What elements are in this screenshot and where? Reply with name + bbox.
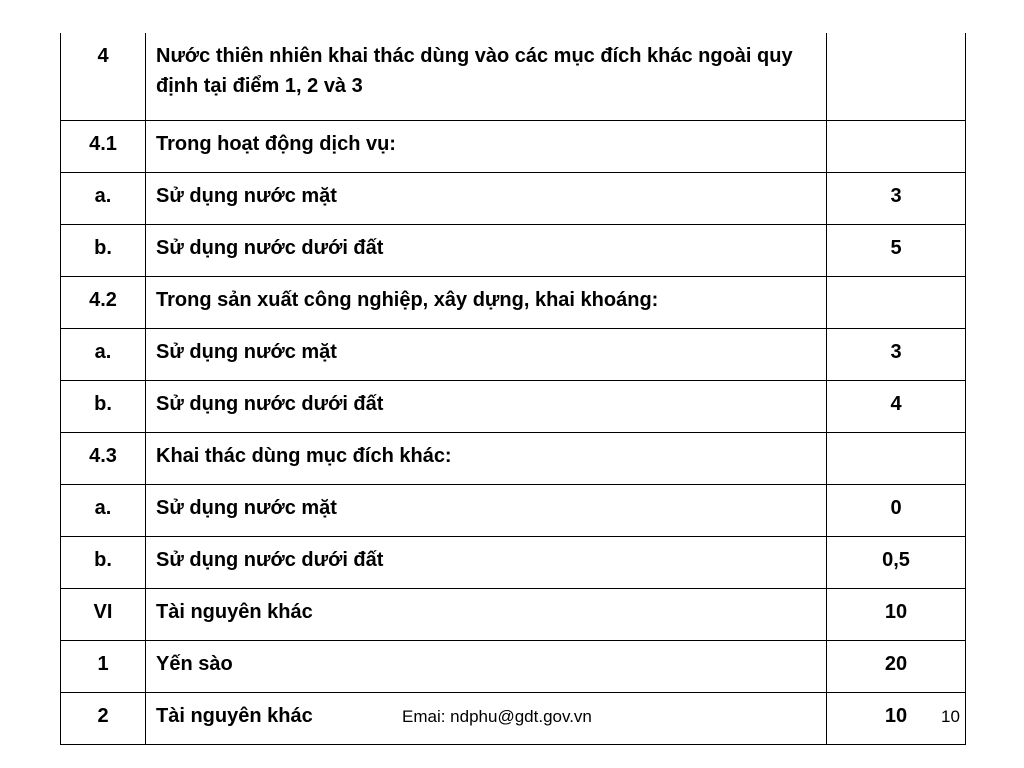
row-value-cell xyxy=(827,432,966,484)
row-value-cell xyxy=(827,33,966,120)
row-number-cell: 1 xyxy=(61,640,146,692)
table-row xyxy=(61,640,966,692)
row-number-cell: 2 xyxy=(61,692,146,744)
row-value-cell: 0,5 xyxy=(827,536,966,588)
row-number-cell: a. xyxy=(61,172,146,224)
table-row xyxy=(61,33,966,120)
row-number-cell: 4.3 xyxy=(61,432,146,484)
row-description-cell: Sử dụng nước dưới đất xyxy=(146,224,827,276)
table-row xyxy=(61,224,966,276)
row-number-cell: a. xyxy=(61,328,146,380)
row-number-cell: 4.1 xyxy=(61,120,146,172)
row-description-cell: Sử dụng nước mặt xyxy=(146,172,827,224)
row-value-cell xyxy=(827,120,966,172)
row-number-cell: b. xyxy=(61,536,146,588)
table-row xyxy=(61,172,966,224)
row-value-cell: 3 xyxy=(827,328,966,380)
row-number-cell: b. xyxy=(61,380,146,432)
table-row xyxy=(61,120,966,172)
row-value-cell: 3 xyxy=(827,172,966,224)
row-description-cell: Sử dụng nước dưới đất xyxy=(146,380,827,432)
row-description-cell: Tài nguyên khác xyxy=(146,588,827,640)
row-value-cell: 0 xyxy=(827,484,966,536)
row-description-cell: Sử dụng nước mặt xyxy=(146,328,827,380)
row-description-cell: Sử dụng nước dưới đất xyxy=(146,536,827,588)
page-number: 10 xyxy=(941,707,960,726)
resource-tax-table xyxy=(60,33,966,745)
table-row xyxy=(61,276,966,328)
row-description-cell: Trong hoạt động dịch vụ: xyxy=(146,120,827,172)
row-number-cell: VI xyxy=(61,588,146,640)
table-row xyxy=(61,536,966,588)
row-value-cell xyxy=(827,276,966,328)
row-value-cell: 10 xyxy=(827,588,966,640)
row-description-cell: Sử dụng nước mặt xyxy=(146,484,827,536)
row-description-cell: Nước thiên nhiên khai thác dùng vào các mục đích khác ngoài quy định tại điểm 1, 2 và 3 xyxy=(146,33,827,120)
table-row xyxy=(61,328,966,380)
row-value-cell: 5 xyxy=(827,224,966,276)
table-row xyxy=(61,588,966,640)
table-body xyxy=(61,33,966,744)
row-description-cell: Khai thác dùng mục đích khác: xyxy=(146,432,827,484)
row-number-cell: 4 xyxy=(61,33,146,120)
row-description-cell: Yến sào xyxy=(146,640,827,692)
row-value-cell: 4 xyxy=(827,380,966,432)
table-row xyxy=(61,432,966,484)
row-number-cell: b. xyxy=(61,224,146,276)
row-description-cell: Tài nguyên khác xyxy=(146,692,827,744)
row-number-cell: a. xyxy=(61,484,146,536)
row-number-cell: 4.2 xyxy=(61,276,146,328)
table-row xyxy=(61,380,966,432)
footer-email: Emai: ndphu@gdt.gov.vn xyxy=(402,707,592,726)
row-value-cell: 20 xyxy=(827,640,966,692)
row-value-cell: 10 xyxy=(827,692,966,744)
row-description-cell: Trong sản xuất công nghiệp, xây dựng, khai khoáng: xyxy=(146,276,827,328)
table-row xyxy=(61,484,966,536)
